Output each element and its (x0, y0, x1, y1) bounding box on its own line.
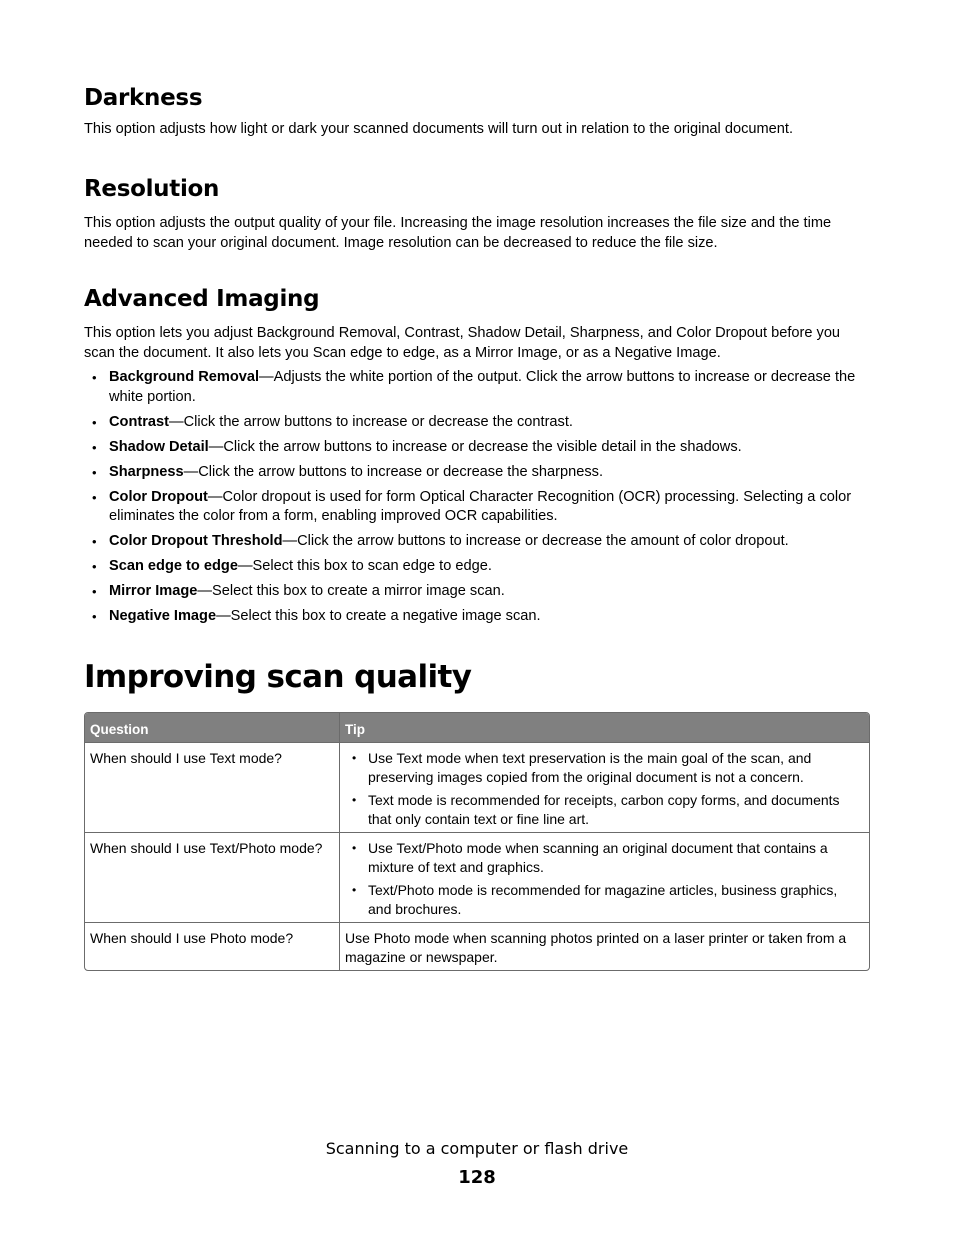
bullet-icon: • (92, 534, 97, 549)
bullet-icon: • (352, 883, 357, 897)
list-item (345, 749, 864, 786)
option-term: Background Removal (109, 369, 260, 385)
bullet-icon: • (352, 793, 357, 807)
tip-column-header: Tip (339, 713, 869, 743)
bullet-icon: • (92, 584, 97, 599)
scan-quality-heading: Improving scan quality (84, 659, 472, 695)
bullet-icon: • (92, 559, 97, 574)
list-item (84, 582, 870, 602)
tip-list (345, 839, 864, 918)
tip-text: Use Text/Photo mode when scanning an original document that contains a mixture of text and graphics. (368, 840, 828, 875)
option-term: Scan edge to edge (109, 558, 238, 574)
bullet-icon: • (92, 489, 97, 505)
list-item (345, 839, 864, 876)
list-item (84, 463, 870, 483)
option-description: —Click the arrow buttons to increase or decrease the amount of color dropout. (282, 533, 789, 549)
bullet-icon: • (92, 464, 97, 480)
option-term: Sharpness (109, 463, 184, 480)
tip-text: Text/Photo mode is recommended for magazine articles, business graphics, and brochures. (368, 882, 838, 917)
advanced-imaging-section (84, 285, 870, 632)
bullet-icon: • (92, 370, 97, 385)
scan-quality-section (84, 658, 870, 696)
bullet-icon: • (92, 414, 97, 430)
list-item (84, 557, 870, 577)
table-row (85, 832, 869, 922)
table-header-row (85, 713, 869, 743)
list-item (84, 368, 870, 407)
option-term: Color Dropout Threshold (109, 533, 283, 549)
advanced-options-list (84, 368, 870, 627)
darkness-heading: Darkness (84, 85, 203, 111)
tip-cell: Use Photo mode when scanning photos printed on a laser printer or taken from a magazine or newspaper. (339, 922, 869, 970)
advanced-imaging-heading: Advanced Imaging (84, 286, 320, 312)
option-description: —Select this box to create a mirror image scan. (197, 583, 505, 599)
list-item (84, 532, 870, 552)
resolution-heading: Resolution (84, 176, 220, 202)
option-term: Negative Image (109, 608, 217, 624)
bullet-icon: • (352, 841, 357, 855)
bullet-icon: • (92, 609, 97, 624)
tip-list (345, 749, 864, 828)
list-item (84, 438, 870, 458)
bullet-icon: • (92, 439, 97, 455)
option-description: —Click the arrow buttons to increase or decrease the contrast. (169, 413, 573, 430)
bullet-icon: • (352, 751, 357, 765)
option-description: —Adjusts the white portion of the output. Click the arrow buttons to increase or decrease the white portion. (109, 369, 856, 405)
option-description: —Click the arrow buttons to increase or decrease the visible detail in the shadows. (208, 438, 742, 455)
list-item (84, 607, 870, 627)
option-description: —Select this box to create a negative image scan. (216, 608, 541, 624)
tip-text: Use Text mode when text preservation is the main goal of the scan, and preserving images copied from the original document is not a concern. (368, 750, 812, 785)
table-row (85, 743, 869, 832)
list-item (345, 881, 864, 918)
option-description: —Click the arrow buttons to increase or decrease the sharpness. (183, 463, 603, 480)
option-description: —Color dropout is used for form Optical Character Recognition (OCR) processing. Selecting a color eliminates the color from a form, enabling improved OCR capabilities. (109, 488, 852, 524)
question-cell: When should I use Photo mode? (85, 922, 339, 970)
darkness-section (84, 84, 870, 140)
footer-section-title: Scanning to a computer or flash drive (325, 1139, 629, 1158)
tip-text: Text mode is recommended for receipts, carbon copy forms, and documents that only contain text or fine line art. (368, 792, 840, 827)
scan-quality-table (84, 712, 870, 971)
advanced-imaging-body: This option lets you adjust Background Removal, Contrast, Shadow Detail, Sharpness, and Color Dropout before you scan the document. It also lets you Scan edge to edge, as a Mirror Image, or as a Negative Image. (84, 325, 841, 361)
question-cell: When should I use Text/Photo mode? (85, 832, 339, 922)
list-item (345, 791, 864, 828)
table-row (85, 922, 869, 970)
darkness-body: This option adjusts how light or dark your scanned documents will turn out in relation to the original document. (84, 121, 793, 137)
page-number: 128 (458, 1167, 496, 1188)
tip-cell (339, 832, 869, 922)
list-item (84, 488, 870, 527)
tip-cell (339, 743, 869, 832)
list-item (84, 413, 870, 433)
option-term: Color Dropout (109, 488, 208, 505)
resolution-section (84, 175, 870, 253)
question-column-header: Question (85, 713, 339, 743)
option-term: Contrast (109, 413, 169, 430)
resolution-body: This option adjusts the output quality of your file. Increasing the image resolution increases the file size and the time needed to scan your original document. Image resolution can be decreased to reduce the file size. (84, 215, 832, 251)
question-cell: When should I use Text mode? (90, 750, 282, 766)
option-term: Mirror Image (109, 583, 198, 599)
option-term: Shadow Detail (109, 438, 209, 455)
option-description: —Select this box to scan edge to edge. (237, 558, 492, 574)
